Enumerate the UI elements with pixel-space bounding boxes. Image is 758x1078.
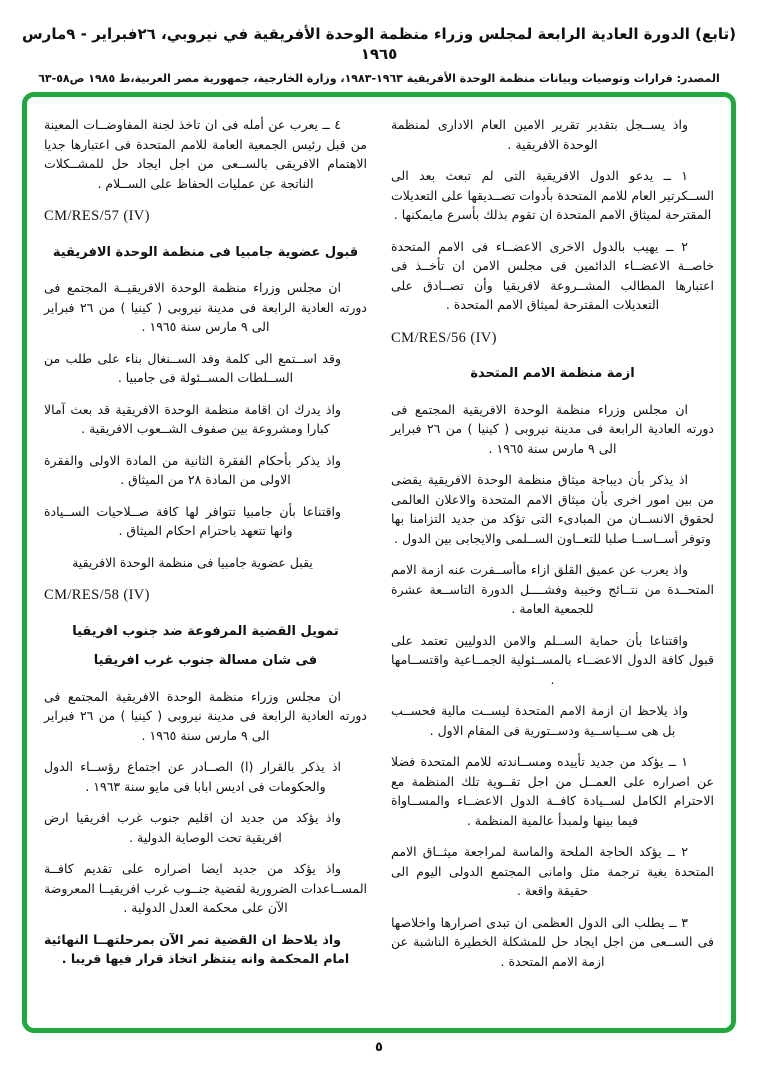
paragraph: ان مجلس وزراء منظمة الوحدة الافريقيــة المجتمع فى دورته العادية الرابعة فى مدينة نيروبى ( كينيا ) من ٢٦ فبراير الى ٩ مارس سنة ١٩٦٥ .: [44, 280, 368, 334]
paragraph: واذ يلاحظ ان ازمة الامم المتحدة ليســت مالية فحســب بل هى ســياســية ودســتورية فى المقام الاول .: [391, 703, 688, 738]
document-header: [8, 24, 750, 86]
resolution-code: CM/RES/57 (IV): [44, 208, 150, 224]
document-frame: [22, 92, 736, 1033]
two-column-layout: [27, 97, 731, 1028]
paragraph: واذ يؤكد من جديد ايضا اصراره على تقديم كافــة المســاعدات الضرورية لقضية جنــوب غرب افريقيــا المعروضة الآن على محكمة العدل الدولية .: [44, 861, 367, 915]
paragraph: واذ يســجل بتقدير تقرير الامين العام الادارى لمنظمة الوحدة الافريقية .: [391, 117, 688, 152]
page-title: (تابع) الدورة العادية الرابعة لمجلس وزراء منظمة الوحدة الأفريقية في نيروبي، ٢٦فبراير - ٩مارس ١٩٦٥: [21, 25, 737, 63]
paragraph: ٣ ــ يطلب الى الدول العظمى ان تبدى اصرارها واخلاصها فى الســعى من اجل ايجاد حل للمشكلة الخطيرة الناشبة عن ازمة الامم المتحدة .: [391, 914, 714, 969]
paragraph: ١ ــ يؤكد من جديد تأييده ومســاندته للامم المتحدة فضلا عن اصراره على العمــل من اجل تقــوية تلك المنظمة مع الاحترام الكامل لســيادة كافــة الدول الاعضــاء والمســاواة فيما بينها ولمبدأ عالمية المنظمة .: [391, 754, 714, 828]
paragraph: وقد اســتمع الى كلمة وفد الســنغال بناء على طلب من الســلطات المســئولة فى جامبيا .: [44, 350, 341, 385]
paragraph: واذ يعرب عن عميق القلق ازاء ماأســفرت عنه ازمة الامم المتحــدة من نتــائج وخيبة وفشــــل الدورة التاســعة عشرة للجمعية العامة .: [391, 562, 714, 616]
column-left: [44, 115, 367, 1016]
resolution-title: قبول عضوية جامبيا فى منظمة الوحدة الافريقية: [52, 244, 359, 260]
paragraph: اذ يذكر بالقرار (ا) الصــادر عن اجتماع رؤســاء الدول والحكومات فى اديس ابابا فى مايو سنة ١٩٦٣ .: [44, 759, 341, 794]
resolution-code: CM/RES/58 (IV): [44, 587, 150, 603]
resolution-title: تمويل القضية المرفوعة ضد جنوب افريقيا: [72, 623, 339, 639]
column-right: [391, 115, 714, 1016]
paragraph: واقتناعا بأن حماية الســلم والامن الدوليين تعتمد على قبول كافة الدول الاعضــاء بالمســئولية الجمــاعية واقتســامها .: [391, 632, 714, 687]
paragraph: واذ يلاحظ ان القضية تمر الآن بمرحلتهــا النهائية امام المحكمة وانه ينتظر اتخاذ قرار فيها قريبا .: [44, 931, 350, 966]
paragraph: واذ يذكر بأحكام الفقرة الثانية من المادة الاولى والفقرة الاولى من المادة ٢٨ من الميثاق .: [44, 452, 341, 487]
resolution-code: CM/RES/56 (IV): [391, 329, 497, 346]
paragraph: ان مجلس وزراء منظمة الوحدة الافريقية المجتمع فى دورته العادية الرابعة فى مدينة نيروبى ( كينيا ) من ٢٦ فبراير الى ٩ مارس سنة ١٩٦٥ .: [44, 688, 368, 743]
paragraph: ان مجلس وزراء منظمة الوحدة الافريقية المجتمع فى دورته العادية الرابعة فى مدينة نيروبى ( كينيا ) من ٢٦ فبراير الى ٩ مارس سنة ١٩٦٥ .: [391, 401, 715, 456]
paragraph: يقبل عضوية جامبيا فى منظمة الوحدة الافريقية: [72, 554, 313, 570]
paragraph: واقتناعا بأن جامبيا تتوافر لها كافة صــلاحيات الســيادة وانها تتعهد باحترام احكام الميثاق .: [44, 503, 341, 538]
paragraph: واذ يدرك ان اقامة منظمة الوحدة الافريقية قد بعث آمالا كبارا ومشروعة بين صفوف الشــعوب الافريقية .: [44, 401, 341, 436]
paragraph: ٤ ــ يعرب عن أمله فى ان تاخذ لجنة المفاوضــات المعينة من قبل رئيس الجمعية العامة للامم المتحدة فى اعتبارها جديا الاهتمام الافريقى بالســعى من اجل ايجاد حل للمشــكلات الناتجة عن عمليات الحفاظ على الســلام .: [44, 117, 367, 191]
paragraph: ٢ ــ يؤكد الحاجة الملحة والماسة لمراجعة ميثــاق الامم المتحدة بغية ترجمة مثل وامانى المجتمع الدولى اليوم الى حقيقة واقعة .: [391, 844, 714, 898]
page-number: ٥: [375, 1040, 383, 1055]
paragraph: اذ يذكر بأن ديباجة ميثاق منظمة الوحدة الافريقية يقضى من بين امور اخرى بأن ميثاق الامم المتحدة والاعلان العالمى لحقوق الانســان من المبادىء التى تؤكد من جديد التزامنا بها وتوفر أســاســا صلبا للتعــاون الســلمى والايجابى بين الدول .: [391, 472, 714, 546]
resolution-title: ازمة منظمة الامم المتحدة: [470, 366, 635, 381]
paragraph: ٢ ــ يهيب بالدول الاخرى الاعضــاء فى الامم المتحدة خاصــة الاعضــاء الدائمين فى مجلس الامن ان تأخــذ فى اعتبارها المطالب المشــروعة لافريقيا وأن تصــادق على التعديلات المقترحة لميثاق الامم المتحدة .: [391, 238, 714, 312]
resolution-subtitle: فى شان مسالة جنوب غرب افريقيا: [93, 653, 318, 668]
source-line: المصدر: قرارات وتوصيات وبيانات منظمة الوحدة الأفريقية ١٩٦٣-١٩٨٣، وزارة الخارجية، جمهورية مصر العربية،ط ١٩٨٥ ص٥٨-٦٣: [38, 72, 720, 85]
paragraph: ١ ــ يدعو الدول الافريقية التى لم تبعث بعد الى الســكرتير العام للامم المتحدة بأدوات تصــديقها على التعديلات المقترحة لميثاق الامم المتحدة ان تقوم بذلك بأسرع مايمكنها .: [391, 168, 714, 222]
paragraph: واذ يؤكد من جديد ان اقليم جنوب غرب افريقيا ارض افريقية تحت الوصاية الدولية .: [44, 810, 341, 845]
